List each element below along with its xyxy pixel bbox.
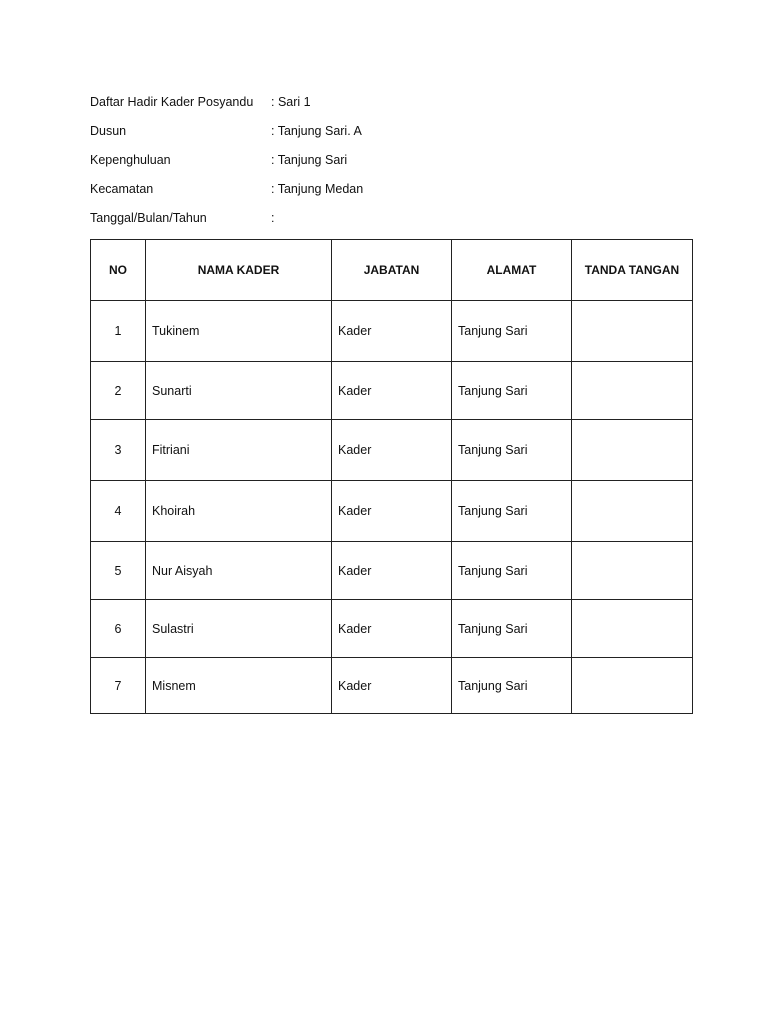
cell-alamat: Tanjung Sari	[452, 658, 572, 714]
cell-alamat: Tanjung Sari	[452, 481, 572, 542]
table-header-row	[91, 240, 693, 301]
header-row-kepenghuluan	[90, 151, 690, 180]
cell-tanda-tangan	[572, 481, 693, 542]
header-value: :	[271, 211, 275, 225]
cell-tanda-tangan	[572, 420, 693, 481]
column-header-nama-kader: NAMA KADER	[146, 240, 332, 301]
cell-tanda-tangan	[572, 658, 693, 714]
cell-no: 3	[91, 420, 146, 481]
cell-nama-kader: Sunarti	[146, 362, 332, 420]
header-label: Dusun	[90, 124, 127, 138]
cell-jabatan: Kader	[332, 420, 452, 481]
table-row	[91, 420, 693, 481]
cell-nama-kader: Sulastri	[146, 600, 332, 658]
header-info	[90, 93, 690, 238]
cell-alamat: Tanjung Sari	[452, 301, 572, 362]
header-label: Daftar Hadir Kader Posyandu	[90, 95, 254, 109]
cell-jabatan: Kader	[332, 301, 452, 362]
cell-alamat: Tanjung Sari	[452, 600, 572, 658]
cell-no: 6	[91, 600, 146, 658]
cell-no: 1	[91, 301, 146, 362]
header-row-posyandu	[90, 93, 690, 122]
cell-no: 5	[91, 542, 146, 600]
header-label: Kepenghuluan	[90, 153, 171, 167]
cell-tanda-tangan	[572, 301, 693, 362]
cell-tanda-tangan	[572, 362, 693, 420]
column-header-alamat: ALAMAT	[452, 240, 572, 301]
cell-jabatan: Kader	[332, 658, 452, 714]
cell-jabatan: Kader	[332, 362, 452, 420]
cell-jabatan: Kader	[332, 600, 452, 658]
cell-no: 2	[91, 362, 146, 420]
cell-tanda-tangan	[572, 542, 693, 600]
header-label: Kecamatan	[90, 182, 154, 196]
cell-nama-kader: Misnem	[146, 658, 332, 714]
header-value: : Tanjung Sari. A	[271, 124, 362, 138]
table-row	[91, 362, 693, 420]
table-row	[91, 301, 693, 362]
header-value: : Tanjung Medan	[271, 182, 364, 196]
table-row	[91, 658, 693, 714]
table-row	[91, 600, 693, 658]
header-label: Tanggal/Bulan/Tahun	[90, 211, 207, 225]
table-row	[91, 542, 693, 600]
cell-nama-kader: Nur Aisyah	[146, 542, 332, 600]
cell-alamat: Tanjung Sari	[452, 420, 572, 481]
cell-nama-kader: Khoirah	[146, 481, 332, 542]
cell-no: 7	[91, 658, 146, 714]
header-value: : Sari 1	[271, 95, 311, 109]
header-value: : Tanjung Sari	[271, 153, 348, 167]
header-row-dusun	[90, 122, 690, 151]
attendance-table	[90, 239, 693, 714]
cell-alamat: Tanjung Sari	[452, 362, 572, 420]
table-row	[91, 481, 693, 542]
cell-nama-kader: Fitriani	[146, 420, 332, 481]
column-header-tanda-tangan: TANDA TANGAN	[572, 240, 693, 301]
cell-jabatan: Kader	[332, 481, 452, 542]
header-row-tanggal	[90, 209, 690, 238]
cell-tanda-tangan	[572, 600, 693, 658]
cell-jabatan: Kader	[332, 542, 452, 600]
column-header-jabatan: JABATAN	[332, 240, 452, 301]
cell-alamat: Tanjung Sari	[452, 542, 572, 600]
cell-no: 4	[91, 481, 146, 542]
cell-nama-kader: Tukinem	[146, 301, 332, 362]
header-row-kecamatan	[90, 180, 690, 209]
column-header-no: NO	[91, 240, 146, 301]
